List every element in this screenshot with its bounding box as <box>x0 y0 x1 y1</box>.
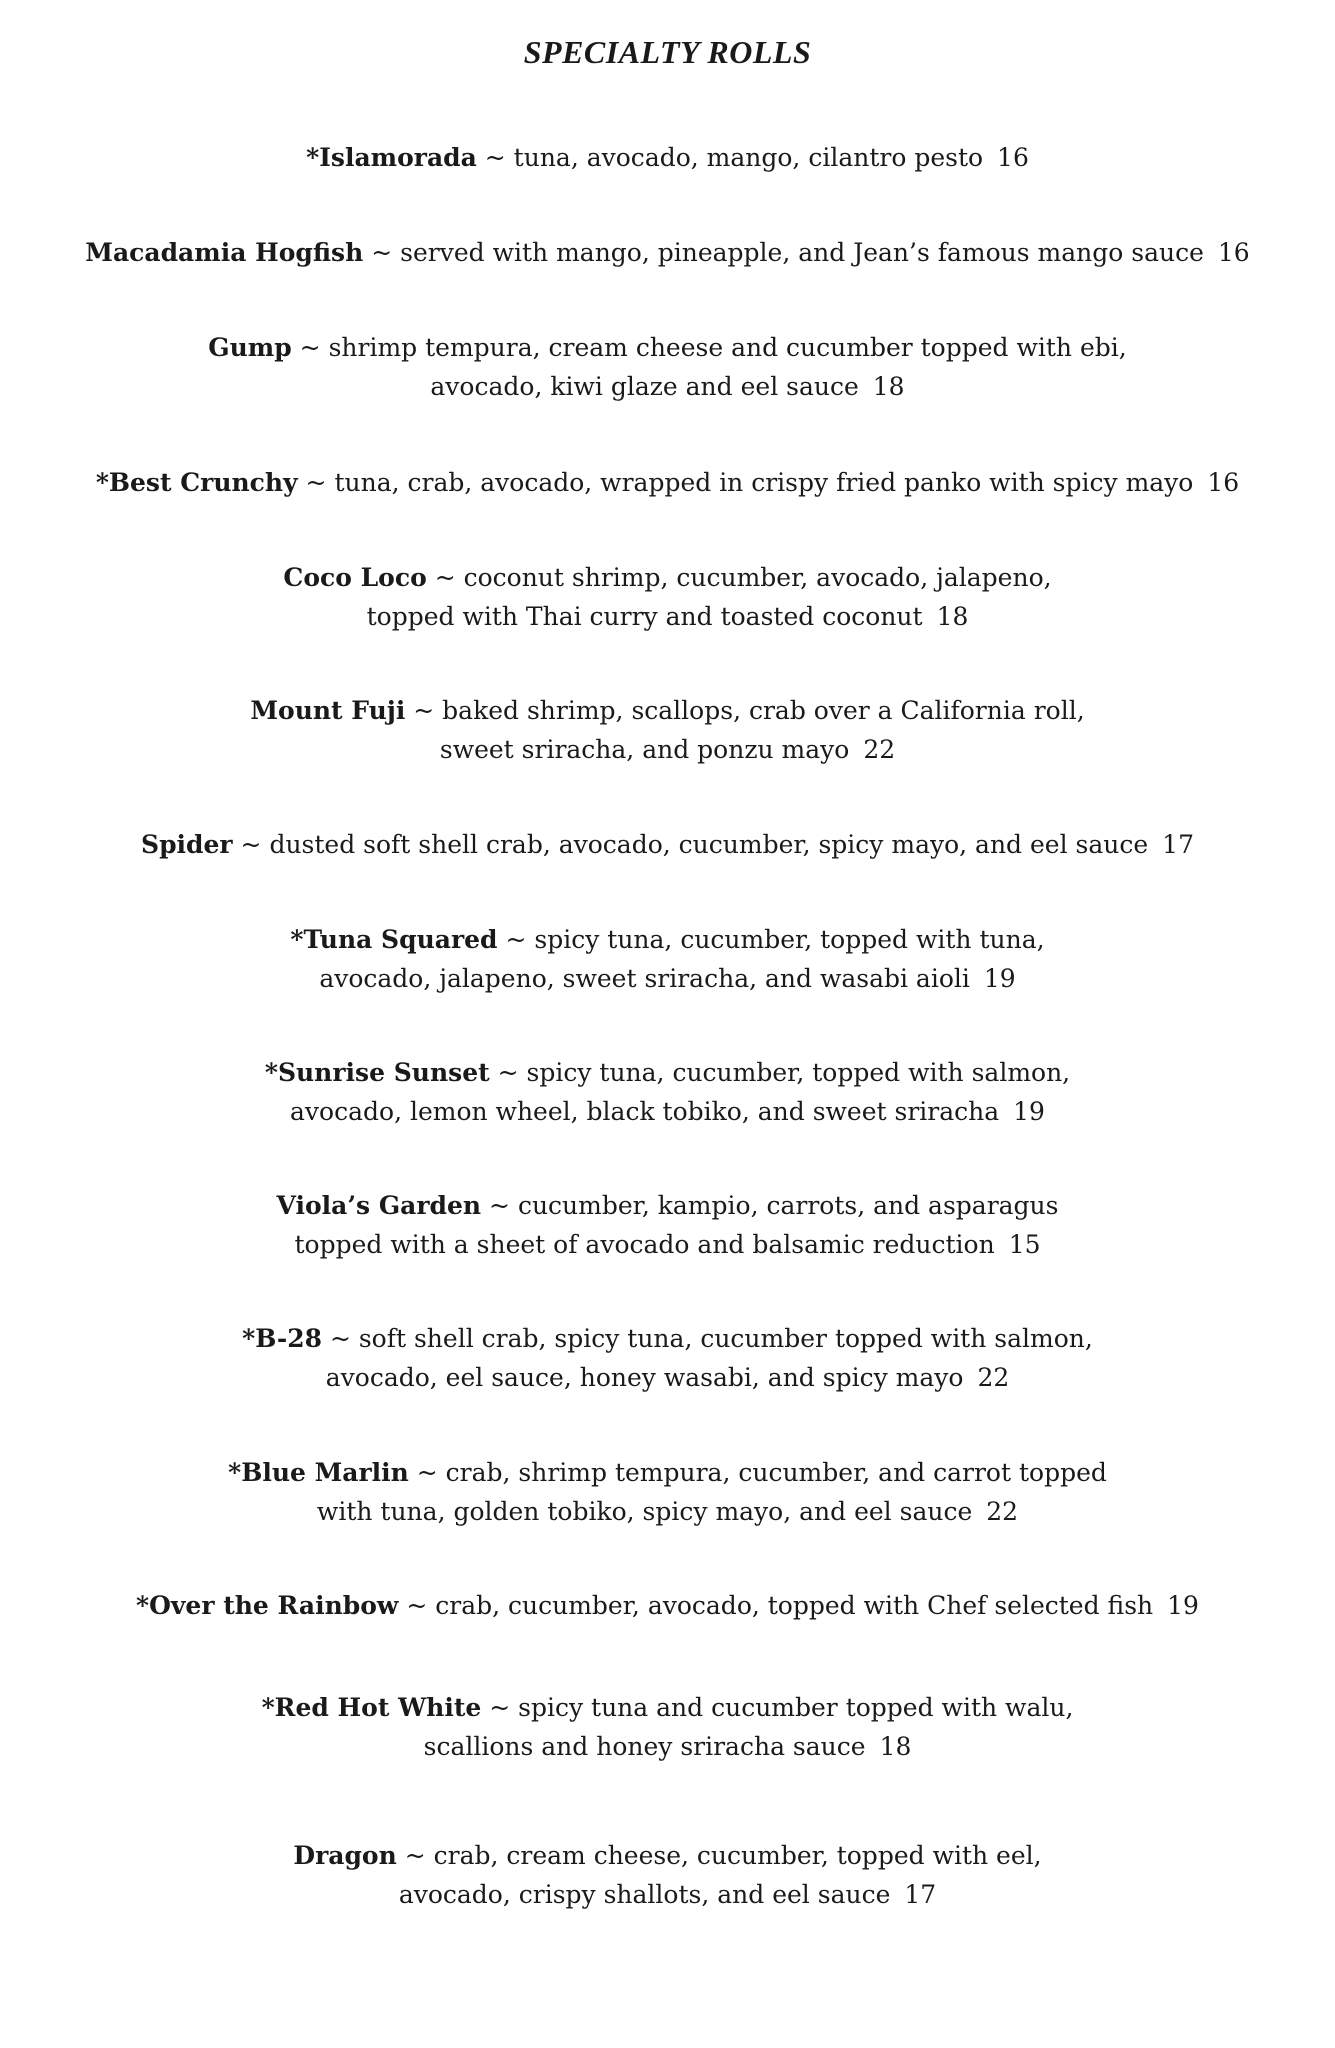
menu-item-description: ~ tuna, crab, avocado, wrapped in crispy fried panko with spicy mayo <box>297 468 1194 497</box>
menu-item-description-continued: avocado, kiwi glaze and eel sauce <box>430 372 859 401</box>
menu-item-description: ~ spicy tuna and cucumber topped with walu, <box>481 1693 1074 1722</box>
menu-item-line-1 <box>0 1586 1335 1625</box>
menu-item-description: ~ spicy tuna, cucumber, topped with salmon, <box>489 1058 1071 1087</box>
menu-item-price: 17 <box>1162 830 1194 859</box>
menu-item <box>0 463 1335 502</box>
menu-item <box>0 233 1335 272</box>
menu-item-name: Dragon <box>293 1841 397 1870</box>
menu-item <box>0 825 1335 864</box>
menu-item <box>0 1186 1335 1264</box>
menu-item-description: ~ coconut shrimp, cucumber, avocado, jalapeno, <box>426 563 1052 592</box>
menu-item-description-continued: avocado, lemon wheel, black tobiko, and sweet sriracha <box>290 1097 1000 1126</box>
menu-item-description: ~ spicy tuna, cucumber, topped with tuna, <box>497 925 1045 954</box>
menu-item-description-continued: scallions and honey sriracha sauce <box>423 1732 866 1761</box>
menu-item-line-2 <box>0 1727 1335 1766</box>
menu-item-name: *B-28 <box>242 1324 322 1353</box>
menu-item-description: ~ crab, cucumber, avocado, topped with Chef selected fish <box>398 1591 1154 1620</box>
menu-item-description: ~ crab, cream cheese, cucumber, topped with eel, <box>396 1841 1042 1870</box>
menu-item-name: *Sunrise Sunset <box>264 1058 490 1087</box>
menu-item-line-1 <box>0 328 1335 367</box>
menu-item <box>0 1053 1335 1131</box>
menu-item-description: ~ cucumber, kampio, carrots, and asparagus <box>481 1191 1059 1220</box>
menu-item-price: 22 <box>977 1363 1010 1392</box>
menu-item-line-1 <box>0 1319 1335 1358</box>
menu-item-line-2 <box>0 1875 1335 1914</box>
menu-item-line-2 <box>0 959 1335 998</box>
menu-item-name: Viola’s Garden <box>276 1191 482 1220</box>
menu-item-line-1 <box>0 1453 1335 1492</box>
menu-item-description: ~ soft shell crab, spicy tuna, cucumber topped with salmon, <box>322 1324 1093 1353</box>
menu-item <box>0 691 1335 769</box>
menu-item-line-2 <box>0 1092 1335 1131</box>
menu-item-line-2 <box>0 1492 1335 1531</box>
menu-item-name: Mount Fuji <box>250 696 406 725</box>
menu-item-line-1 <box>0 920 1335 959</box>
menu-item-description-continued: avocado, jalapeno, sweet sriracha, and wasabi aioli <box>319 964 970 993</box>
menu-item-line-2 <box>0 1358 1335 1397</box>
menu-item-price: 18 <box>872 372 905 401</box>
menu-item-description-continued: with tuna, golden tobiko, spicy mayo, and eel sauce <box>316 1497 973 1526</box>
menu-item-line-1 <box>0 1688 1335 1727</box>
menu-item-price: 18 <box>936 602 969 631</box>
menu-item-line-2 <box>0 597 1335 636</box>
menu-item-name: Macadamia Hogfish <box>85 238 364 267</box>
menu-item-description-continued: topped with Thai curry and toasted coconut <box>366 602 923 631</box>
menu-item-price: 18 <box>879 1732 912 1761</box>
menu-item-line-1 <box>0 1186 1335 1225</box>
menu-item-price: 22 <box>863 735 896 764</box>
menu-item-name: *Islamorada <box>306 143 477 172</box>
menu-item-line-1 <box>0 691 1335 730</box>
menu-item-line-1 <box>0 558 1335 597</box>
menu-item-line-1 <box>0 1053 1335 1092</box>
menu-item-description: ~ baked shrimp, scallops, crab over a California roll, <box>405 696 1085 725</box>
menu-item-line-2 <box>0 367 1335 406</box>
menu-item-line-1 <box>0 463 1335 502</box>
menu-item <box>0 920 1335 998</box>
menu-item-price: 19 <box>1167 1591 1199 1620</box>
menu-item <box>0 328 1335 406</box>
menu-item-description: ~ dusted soft shell crab, avocado, cucumber, spicy mayo, and eel sauce <box>232 830 1149 859</box>
menu-item-name: Coco Loco <box>283 563 427 592</box>
menu-item-price: 19 <box>1013 1097 1045 1126</box>
menu-item <box>0 1688 1335 1766</box>
menu-item-price: 16 <box>1207 468 1240 497</box>
menu-item-line-1 <box>0 825 1335 864</box>
menu-item-price: 16 <box>1217 238 1250 267</box>
menu-item-name: Spider <box>141 830 233 859</box>
menu-item-name: *Blue Marlin <box>228 1458 409 1487</box>
menu-title: SPECIALTY ROLLS <box>523 34 812 70</box>
menu-item-line-2 <box>0 730 1335 769</box>
menu-item-description-continued: avocado, eel sauce, honey wasabi, and spicy mayo <box>325 1363 964 1392</box>
menu-item-price: 19 <box>983 964 1016 993</box>
menu-item <box>0 1453 1335 1531</box>
menu-item-price: 17 <box>904 1880 937 1909</box>
menu-item-description: ~ shrimp tempura, cream cheese and cucumber topped with ebi, <box>291 333 1127 362</box>
menu-item-name: *Best Crunchy <box>95 468 298 497</box>
menu-item-line-2 <box>0 1225 1335 1264</box>
menu-item-price: 15 <box>1008 1230 1041 1259</box>
menu-item-name: *Over the Rainbow <box>136 1591 399 1620</box>
menu-item-name: *Red Hot White <box>261 1693 482 1722</box>
menu-item-name: Gump <box>208 333 292 362</box>
menu-item <box>0 558 1335 636</box>
menu-item-description: ~ tuna, avocado, mango, cilantro pesto <box>476 143 984 172</box>
menu-item-price: 22 <box>986 1497 1019 1526</box>
menu-item-line-1 <box>0 138 1335 177</box>
menu-item <box>0 1319 1335 1397</box>
menu-item <box>0 1586 1335 1625</box>
menu-item <box>0 138 1335 177</box>
menu-item-description-continued: avocado, crispy shallots, and eel sauce <box>398 1880 891 1909</box>
menu-item-description-continued: topped with a sheet of avocado and balsamic reduction <box>294 1230 995 1259</box>
menu-item-name: *Tuna Squared <box>290 925 498 954</box>
menu-item-line-1 <box>0 233 1335 272</box>
menu-item-price: 16 <box>997 143 1029 172</box>
menu-item-line-1 <box>0 1836 1335 1875</box>
menu-item-description-continued: sweet sriracha, and ponzu mayo <box>439 735 850 764</box>
menu-item-description: ~ crab, shrimp tempura, cucumber, and carrot topped <box>408 1458 1107 1487</box>
menu-item <box>0 1836 1335 1914</box>
menu-item-description: ~ served with mango, pineapple, and Jean’s famous mango sauce <box>363 238 1204 267</box>
